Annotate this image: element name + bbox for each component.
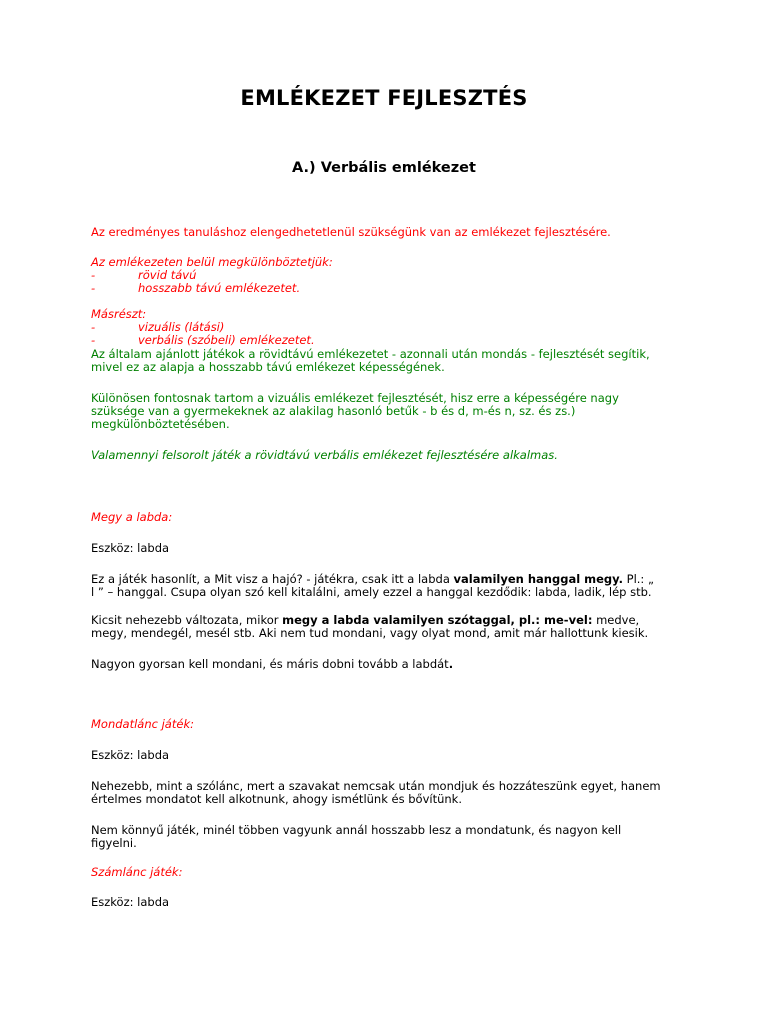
secondly-item <box>91 321 691 334</box>
game-heading: Megy a labda: <box>91 510 173 524</box>
distinguish-item <box>91 282 691 295</box>
section-subtitle: A.) Verbális emlékezet <box>292 160 476 176</box>
text-run: medve, <box>592 613 640 627</box>
text-run: Pl.: „ <box>622 572 654 586</box>
game-description-line: l ” – hanggal. Csupa olyan szó kell kitalálni, amely ezzel a hanggal kezdődik: labda, ladik, lép stb. <box>91 585 652 599</box>
distinguish-item <box>91 269 691 282</box>
game-variant-line <box>91 614 691 627</box>
game-tool: Eszköz: labda <box>91 895 170 909</box>
bold-run: . <box>448 657 454 671</box>
distinguish-item-label: rövid távú <box>138 268 197 282</box>
intro-text: Az eredményes tanuláshoz elengedhetetlenül szükségünk van az emlékezet fejlesztésére. <box>91 225 611 239</box>
visual-memory-line: megkülönböztetésében. <box>91 417 230 431</box>
recommended-games-line: mivel ez az alapja a hosszabb távú emlékezet képességének. <box>91 360 445 374</box>
game-description-line <box>91 573 691 586</box>
game-description-line: értelmes mondatot kell alkotnunk, ahogy ismétlünk és bővítünk. <box>91 792 462 806</box>
recommended-games-line: Az általam ajánlott játékok a rövidtávú emlékezetet - azonnali után mondás - fejlesztését segítik, <box>91 347 650 361</box>
game-variant-line: megy, mendegél, mesél stb. Aki nem tud mondani, vagy olyat mond, amit már hallottunk kiesik. <box>91 626 649 640</box>
document-title: EMLÉKEZET FEJLESZTÉS <box>240 86 528 110</box>
list-dash: - <box>91 268 96 282</box>
game-tool: Eszköz: labda <box>91 541 170 555</box>
game-heading: Számlánc játék: <box>91 865 183 879</box>
secondly-item-label: vizuális (látási) <box>138 320 225 334</box>
game-description-line: Nem könnyű játék, minél többen vagyunk annál hosszabb lesz a mondatunk, és nagyon kell <box>91 823 622 837</box>
game-tool: Eszköz: labda <box>91 748 170 762</box>
secondly-heading: Másrészt: <box>91 307 147 321</box>
game-heading: Mondatlánc játék: <box>91 717 194 731</box>
list-dash: - <box>91 281 96 295</box>
game-tip-line <box>91 658 691 671</box>
text-run: Nagyon gyorsan kell mondani, és máris dobni tovább a labdát <box>91 657 449 671</box>
distinguish-heading: Az emlékezeten belül megkülönböztetjük: <box>91 255 333 269</box>
visual-memory-line: Különösen fontosnak tartom a vizuális emlékezet fejlesztését, hisz erre a képességére nagy <box>91 391 619 405</box>
visual-memory-line: szüksége van a gyermekeknek az alakilag hasonló betűk - b és d, m-és n, sz. és zs.) <box>91 404 576 418</box>
list-dash: - <box>91 320 96 334</box>
secondly-item <box>91 334 691 347</box>
text-run: Kicsit nehezebb változata, mikor <box>91 613 283 627</box>
game-description-line: Nehezebb, mint a szólánc, mert a szavakat nemcsak után mondjuk és hozzáteszünk egyet, hanem <box>91 779 661 793</box>
bold-run: megy a labda valamilyen szótaggal, pl.: me-vel: <box>282 613 593 627</box>
bold-run: valamilyen hanggal megy. <box>453 572 623 586</box>
distinguish-item-label: hosszabb távú emlékezetet. <box>138 281 301 295</box>
game-description-line: figyelni. <box>91 836 137 850</box>
text-run: Ez a játék hasonlít, a Mit visz a hajó? - játékra, csak itt a labda <box>91 572 454 586</box>
list-dash: - <box>91 333 96 347</box>
games-suitability-text: Valamennyi felsorolt játék a rövidtávú verbális emlékezet fejlesztésére alkalmas. <box>91 448 558 462</box>
secondly-item-label: verbális (szóbeli) emlékezetet. <box>138 333 315 347</box>
